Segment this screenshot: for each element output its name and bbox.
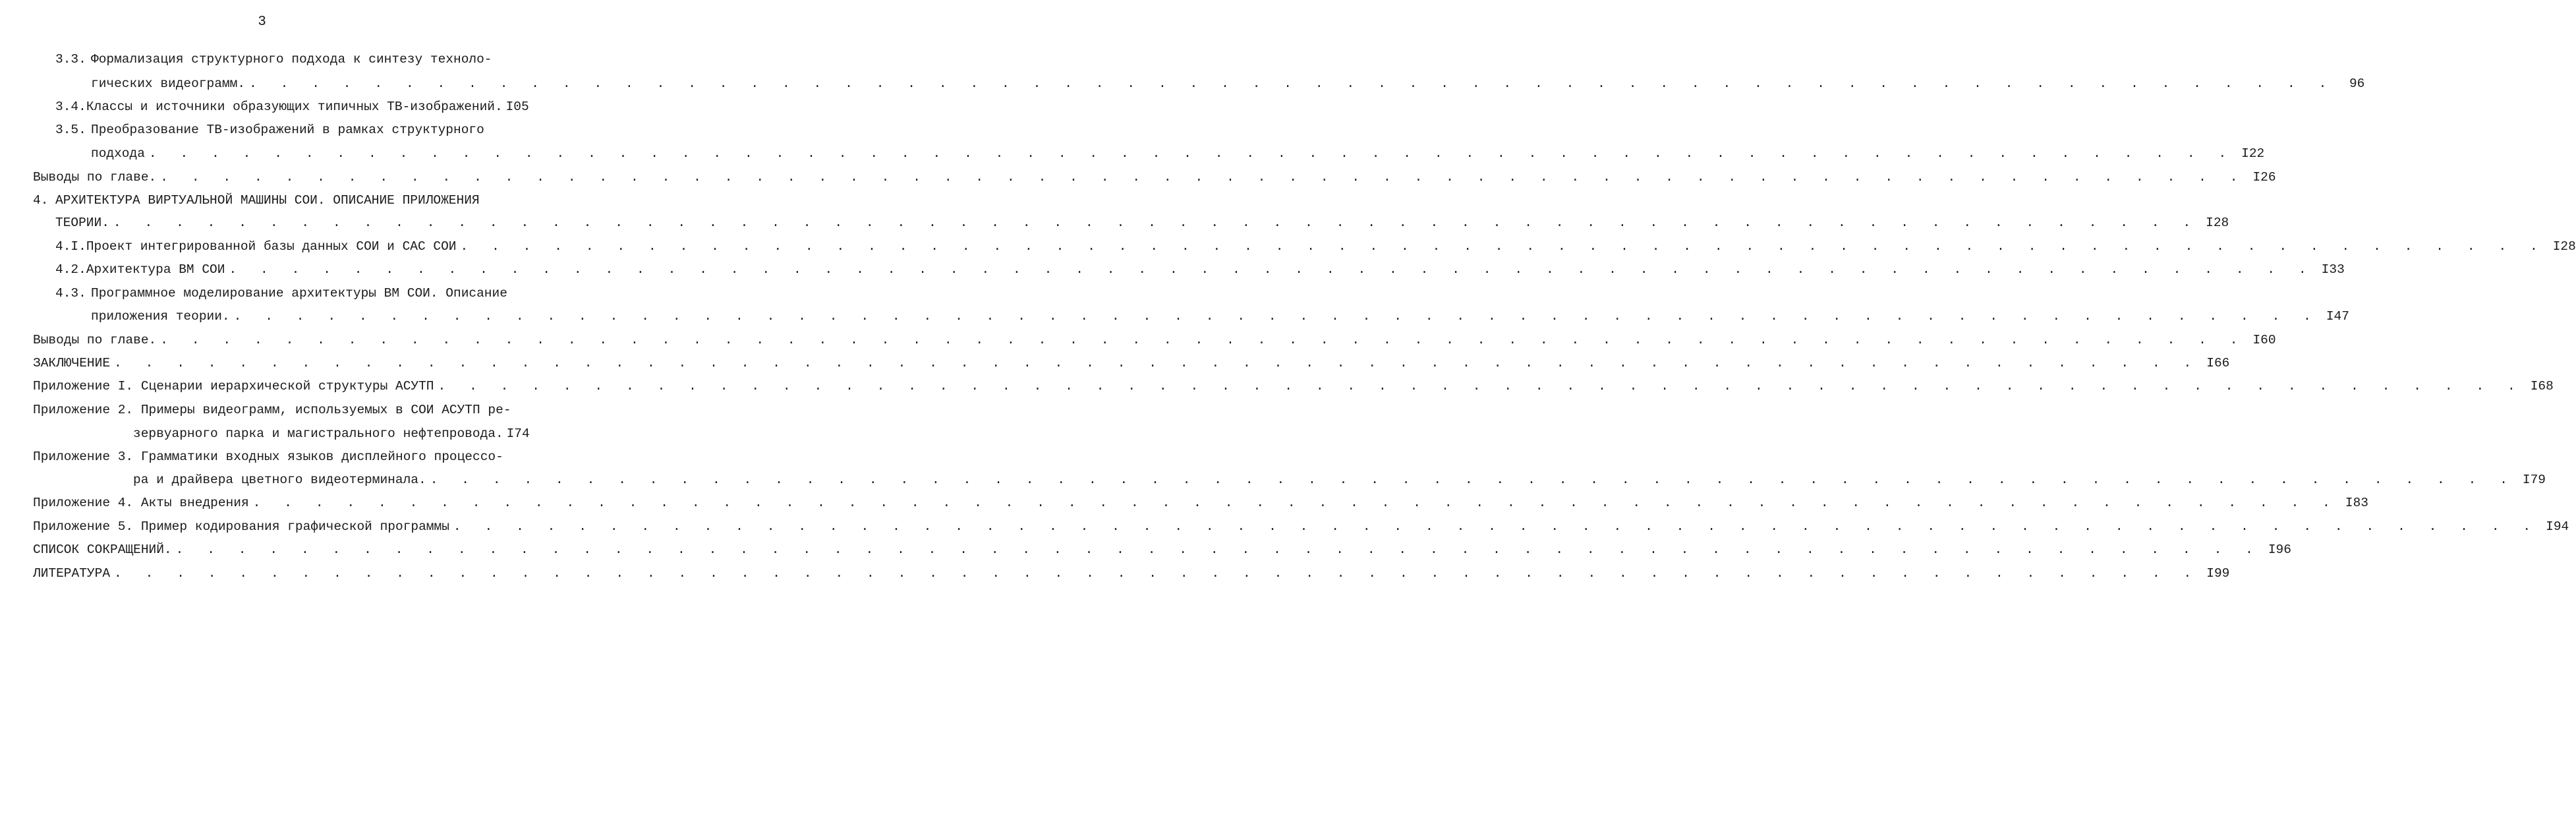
toc-page: I60: [2252, 333, 2276, 347]
toc-title: Преобразование ТВ-изображений в рамках структурного: [91, 123, 484, 137]
toc-title: Программное моделирование архитектуры ВМ СОИ. Описание: [91, 286, 507, 301]
toc-page: 96: [2349, 76, 2365, 91]
toc-page: I47: [2326, 309, 2349, 324]
toc-entry-appendix-5: [33, 517, 2569, 537]
toc-entry-3-3-line1: [55, 49, 492, 69]
toc-title: Приложение I. Сценарии иерархической структуры АСУТП: [33, 379, 434, 393]
toc-title: Классы и источники образующих типичных ТВ-изображений.: [86, 100, 503, 114]
toc-title: ЗАКЛЮЧЕНИЕ: [33, 356, 111, 370]
leader-dots: [113, 213, 2198, 233]
leader-dots: [253, 493, 2338, 513]
toc-entry-appendix-2-line2: [133, 424, 530, 444]
leader-dots: [234, 306, 2319, 326]
toc-entry-3-4: [55, 97, 529, 117]
toc-title: Архитектура ВМ СОИ: [86, 262, 225, 277]
toc-title: СПИСОК СОКРАЩЕНИЙ.: [33, 542, 172, 557]
toc-number: 3.5.: [55, 123, 86, 137]
toc-page: I05: [505, 100, 529, 114]
toc-page: I28: [2552, 239, 2576, 254]
leader-dots: [453, 517, 2538, 537]
toc-page: I94: [2546, 519, 2569, 534]
toc-title: зервуарного парка и магистрального нефтепровода.: [133, 426, 503, 441]
leader-dots: [430, 470, 2515, 490]
toc-entry-literature: [33, 564, 2230, 583]
toc-entry-appendix-3-line1: [33, 447, 503, 467]
leader-dots: [149, 144, 2234, 163]
toc-title: Формализация структурного подхода к синтезу техноло-: [91, 52, 492, 67]
toc-number: 3.3.: [55, 52, 86, 67]
toc-entry-4-3-line2: [91, 306, 2349, 326]
leader-dots: [114, 564, 2199, 583]
toc-entry-appendix-2-line1: [33, 400, 511, 420]
toc-title: ЛИТЕРАТУРА: [33, 566, 111, 581]
toc-number: 4.2.: [55, 262, 86, 277]
leader-dots: [229, 260, 2314, 279]
toc-title: Выводы по главе.: [33, 333, 157, 347]
leader-dots: [438, 376, 2523, 396]
toc-page: I66: [2206, 356, 2230, 370]
toc-page: I33: [2321, 262, 2345, 277]
toc-title: Приложение 5. Пример кодирования графической программы: [33, 519, 449, 534]
toc-title: Приложение 2. Примеры видеограмм, используемых в СОИ АСУТП ре-: [33, 403, 511, 417]
toc-entry-chapter-4-line1: [33, 190, 480, 210]
toc-title: Приложение 3. Грамматики входных языков дисплейного процессо-: [33, 450, 503, 464]
leader-dots: [160, 330, 2245, 350]
toc-title: подхода: [91, 146, 145, 161]
toc-number: 3.4.: [55, 100, 86, 114]
toc-entry-chapter-4-line2: [55, 213, 2229, 233]
toc-page: I99: [2206, 566, 2230, 581]
toc-entry-abbreviations: [33, 540, 2291, 560]
toc-title: Приложение 4. Акты внедрения: [33, 496, 249, 510]
toc-number: 4.: [33, 193, 49, 208]
toc-title: АРХИТЕКТУРА ВИРТУАЛЬНОЙ МАШИНЫ СОИ. ОПИСАНИЕ ПРИЛОЖЕНИЯ: [55, 193, 480, 208]
toc-entry-3-5-line1: [55, 120, 484, 140]
toc-entry-conclusion: [33, 353, 2230, 373]
toc-number: 4.3.: [55, 286, 86, 301]
toc-page: I26: [2252, 170, 2276, 185]
toc-entry-conclusions-4: [33, 330, 2276, 350]
toc-page: I28: [2206, 216, 2229, 230]
leader-dots: [176, 540, 2261, 560]
toc-entry-conclusions-3: [33, 167, 2276, 187]
toc-title: Проект интегрированной базы данных СОИ и САС СОИ: [86, 239, 457, 254]
toc-title: ра и драйвера цветного видеотерминала.: [133, 473, 426, 487]
toc-title: гических видеограмм.: [91, 76, 246, 91]
toc-entry-3-3-line2: [91, 74, 2365, 94]
toc-entry-3-5-line2: [91, 144, 2265, 163]
toc-title: Выводы по главе.: [33, 170, 157, 185]
toc-page: I96: [2268, 542, 2291, 557]
toc-entry-4-2: [55, 260, 2345, 279]
toc-entry-4-3-line1: [55, 283, 507, 303]
toc-page: I22: [2241, 146, 2265, 161]
toc-title: ТЕОРИИ.: [55, 216, 109, 230]
toc-number: 4.I.: [55, 239, 86, 254]
leader-dots: [461, 237, 2546, 256]
toc-entry-appendix-1: [33, 376, 2554, 396]
toc-entry-appendix-3-line2: [133, 470, 2546, 490]
page-number: 3: [258, 15, 266, 30]
toc-title: приложения теории.: [91, 309, 230, 324]
leader-dots: [160, 167, 2245, 187]
toc-entry-4-1: [55, 237, 2576, 256]
toc-page: I74: [506, 426, 530, 441]
toc-page: I83: [2345, 496, 2368, 510]
toc-page: I79: [2522, 473, 2546, 487]
leader-dots: [249, 74, 2334, 94]
leader-dots: [114, 353, 2199, 373]
toc-page: I68: [2530, 379, 2554, 393]
toc-entry-appendix-4: [33, 493, 2368, 513]
